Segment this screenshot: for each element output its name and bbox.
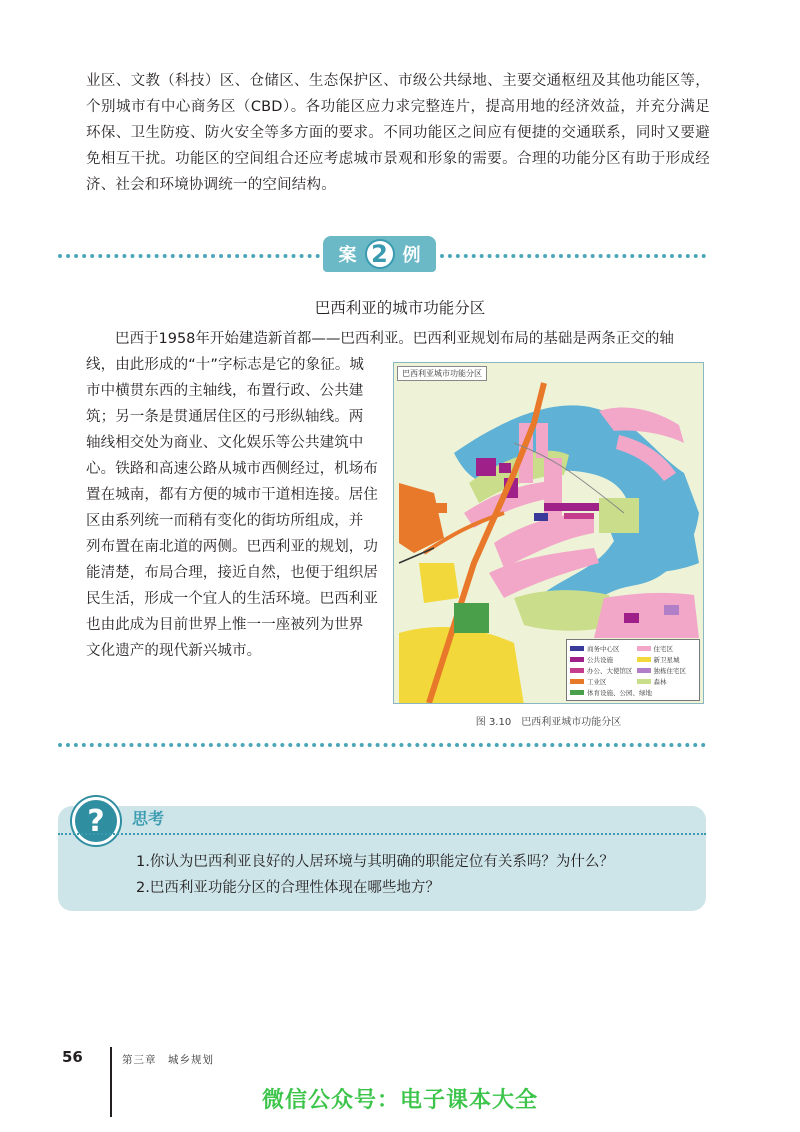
legend-item bbox=[570, 644, 633, 653]
legend-item bbox=[570, 677, 633, 686]
intro-paragraph bbox=[86, 68, 710, 198]
case-line: 文化遗产的现代新兴城市。 bbox=[86, 643, 262, 659]
legend-label: 森林 bbox=[653, 678, 667, 686]
legend-label: 公共设施 bbox=[587, 656, 613, 664]
case-line: 市中横贯东西的主轴线，布置行政、公共建 bbox=[86, 383, 364, 399]
case-line: 民生活，形成一个宜人的生活环境。巴西利亚 bbox=[86, 591, 378, 607]
page-number: 56 bbox=[62, 1048, 83, 1066]
legend-item bbox=[637, 677, 697, 686]
case-title: 巴西利亚的城市功能分区 bbox=[314, 299, 486, 317]
case-line: 轴线相交处为商业、文化娱乐等公共建筑中 bbox=[86, 435, 364, 451]
case-line: 心。铁路和高速公路从城市西侧经过，机场布 bbox=[86, 461, 378, 477]
legend-item bbox=[637, 666, 697, 675]
case-divider-left bbox=[58, 254, 320, 258]
case-badge-right: 例 bbox=[402, 245, 421, 266]
legend-swatch bbox=[637, 646, 651, 651]
case-badge-left: 案 bbox=[338, 245, 357, 266]
case-end-divider bbox=[58, 743, 706, 747]
think-question-1: 1.你认为巴西利亚良好的人居环境与其明确的职能定位有关系吗？为什么？ bbox=[136, 854, 614, 870]
think-question-2: 2.巴西利亚功能分区的合理性体现在哪些地方？ bbox=[136, 880, 440, 896]
case-line: 列布置在南北道的两侧。巴西利亚的规划，功 bbox=[86, 539, 378, 555]
case-body bbox=[86, 352, 378, 664]
legend-swatch bbox=[570, 646, 584, 651]
case-badge-number: 2 bbox=[365, 239, 395, 269]
legend-swatch bbox=[637, 668, 651, 673]
case-line: 筑；另一条是贯通居住区的弓形纵轴线。两 bbox=[86, 409, 364, 425]
legend-swatch bbox=[570, 668, 584, 673]
map-title: 巴西利亚城市功能分区 bbox=[397, 366, 487, 381]
case-line: 线，由此形成的“十”字标志是它的象征。城 bbox=[86, 357, 365, 373]
legend-item bbox=[637, 644, 697, 653]
legend-swatch bbox=[570, 657, 584, 662]
think-label: 思考 bbox=[132, 809, 165, 828]
legend-label: 工业区 bbox=[587, 678, 607, 686]
legend-item bbox=[637, 655, 697, 664]
case-badge bbox=[323, 236, 436, 272]
question-icon: ? bbox=[72, 797, 120, 845]
case-line: 能清楚，布局合理，接近自然，也便于组织居 bbox=[86, 565, 378, 581]
think-divider bbox=[58, 833, 706, 835]
case-line: 置在城南，都有方便的城市干道相连接。居住 bbox=[86, 487, 378, 503]
map-legend bbox=[566, 639, 700, 701]
legend-item bbox=[570, 655, 633, 664]
case-first-line: 巴西于1958年开始建造新首都——巴西利亚。巴西利亚规划布局的基础是两条正交的轴 bbox=[115, 331, 674, 347]
legend-swatch bbox=[570, 690, 584, 695]
brasilia-map bbox=[393, 362, 704, 704]
case-line: 也由此成为目前世界上惟一一座被列为世界 bbox=[86, 617, 364, 633]
case-line: 区由系列统一而稍有变化的街坊所组成，并 bbox=[86, 513, 364, 529]
legend-item bbox=[570, 688, 696, 697]
legend-swatch bbox=[570, 679, 584, 684]
chapter-label: 第三章 城乡规划 bbox=[122, 1054, 214, 1066]
legend-label: 独栋住宅区 bbox=[653, 667, 686, 675]
legend-label: 体育设施、公园、绿地 bbox=[587, 689, 652, 697]
legend-label: 商务中心区 bbox=[587, 645, 620, 653]
legend-label: 新卫星城 bbox=[653, 656, 680, 664]
legend-item bbox=[570, 666, 633, 675]
legend-label: 办公、大使馆区 bbox=[587, 667, 633, 675]
legend-label: 住宅区 bbox=[653, 645, 673, 653]
legend-swatch bbox=[637, 657, 651, 662]
intro-text: 业区、文教（科技）区、仓储区、生态保护区、市级公共绿地、主要交通枢纽及其他功能区等，个别城市有中心商务区（CBD）。各功能区应力求完整连片，提高用地的经济效益，并充分满足环保、卫生防疫、防火安全等多方面的要求。不同功能区之间应有便捷的交通联系，同时又要避免相互干扰。功能区的空间组合还应考虑城市景观和形象的需要。合理的功能分区有助于形成经济、社会和环境协调统一的空间结构。 bbox=[86, 73, 710, 193]
case-divider-right bbox=[440, 254, 706, 258]
watermark: 微信公众号：电子课本大全 bbox=[261, 1088, 538, 1113]
legend-swatch bbox=[637, 679, 651, 684]
map-caption: 图 3.10 巴西利亚城市功能分区 bbox=[475, 717, 622, 728]
